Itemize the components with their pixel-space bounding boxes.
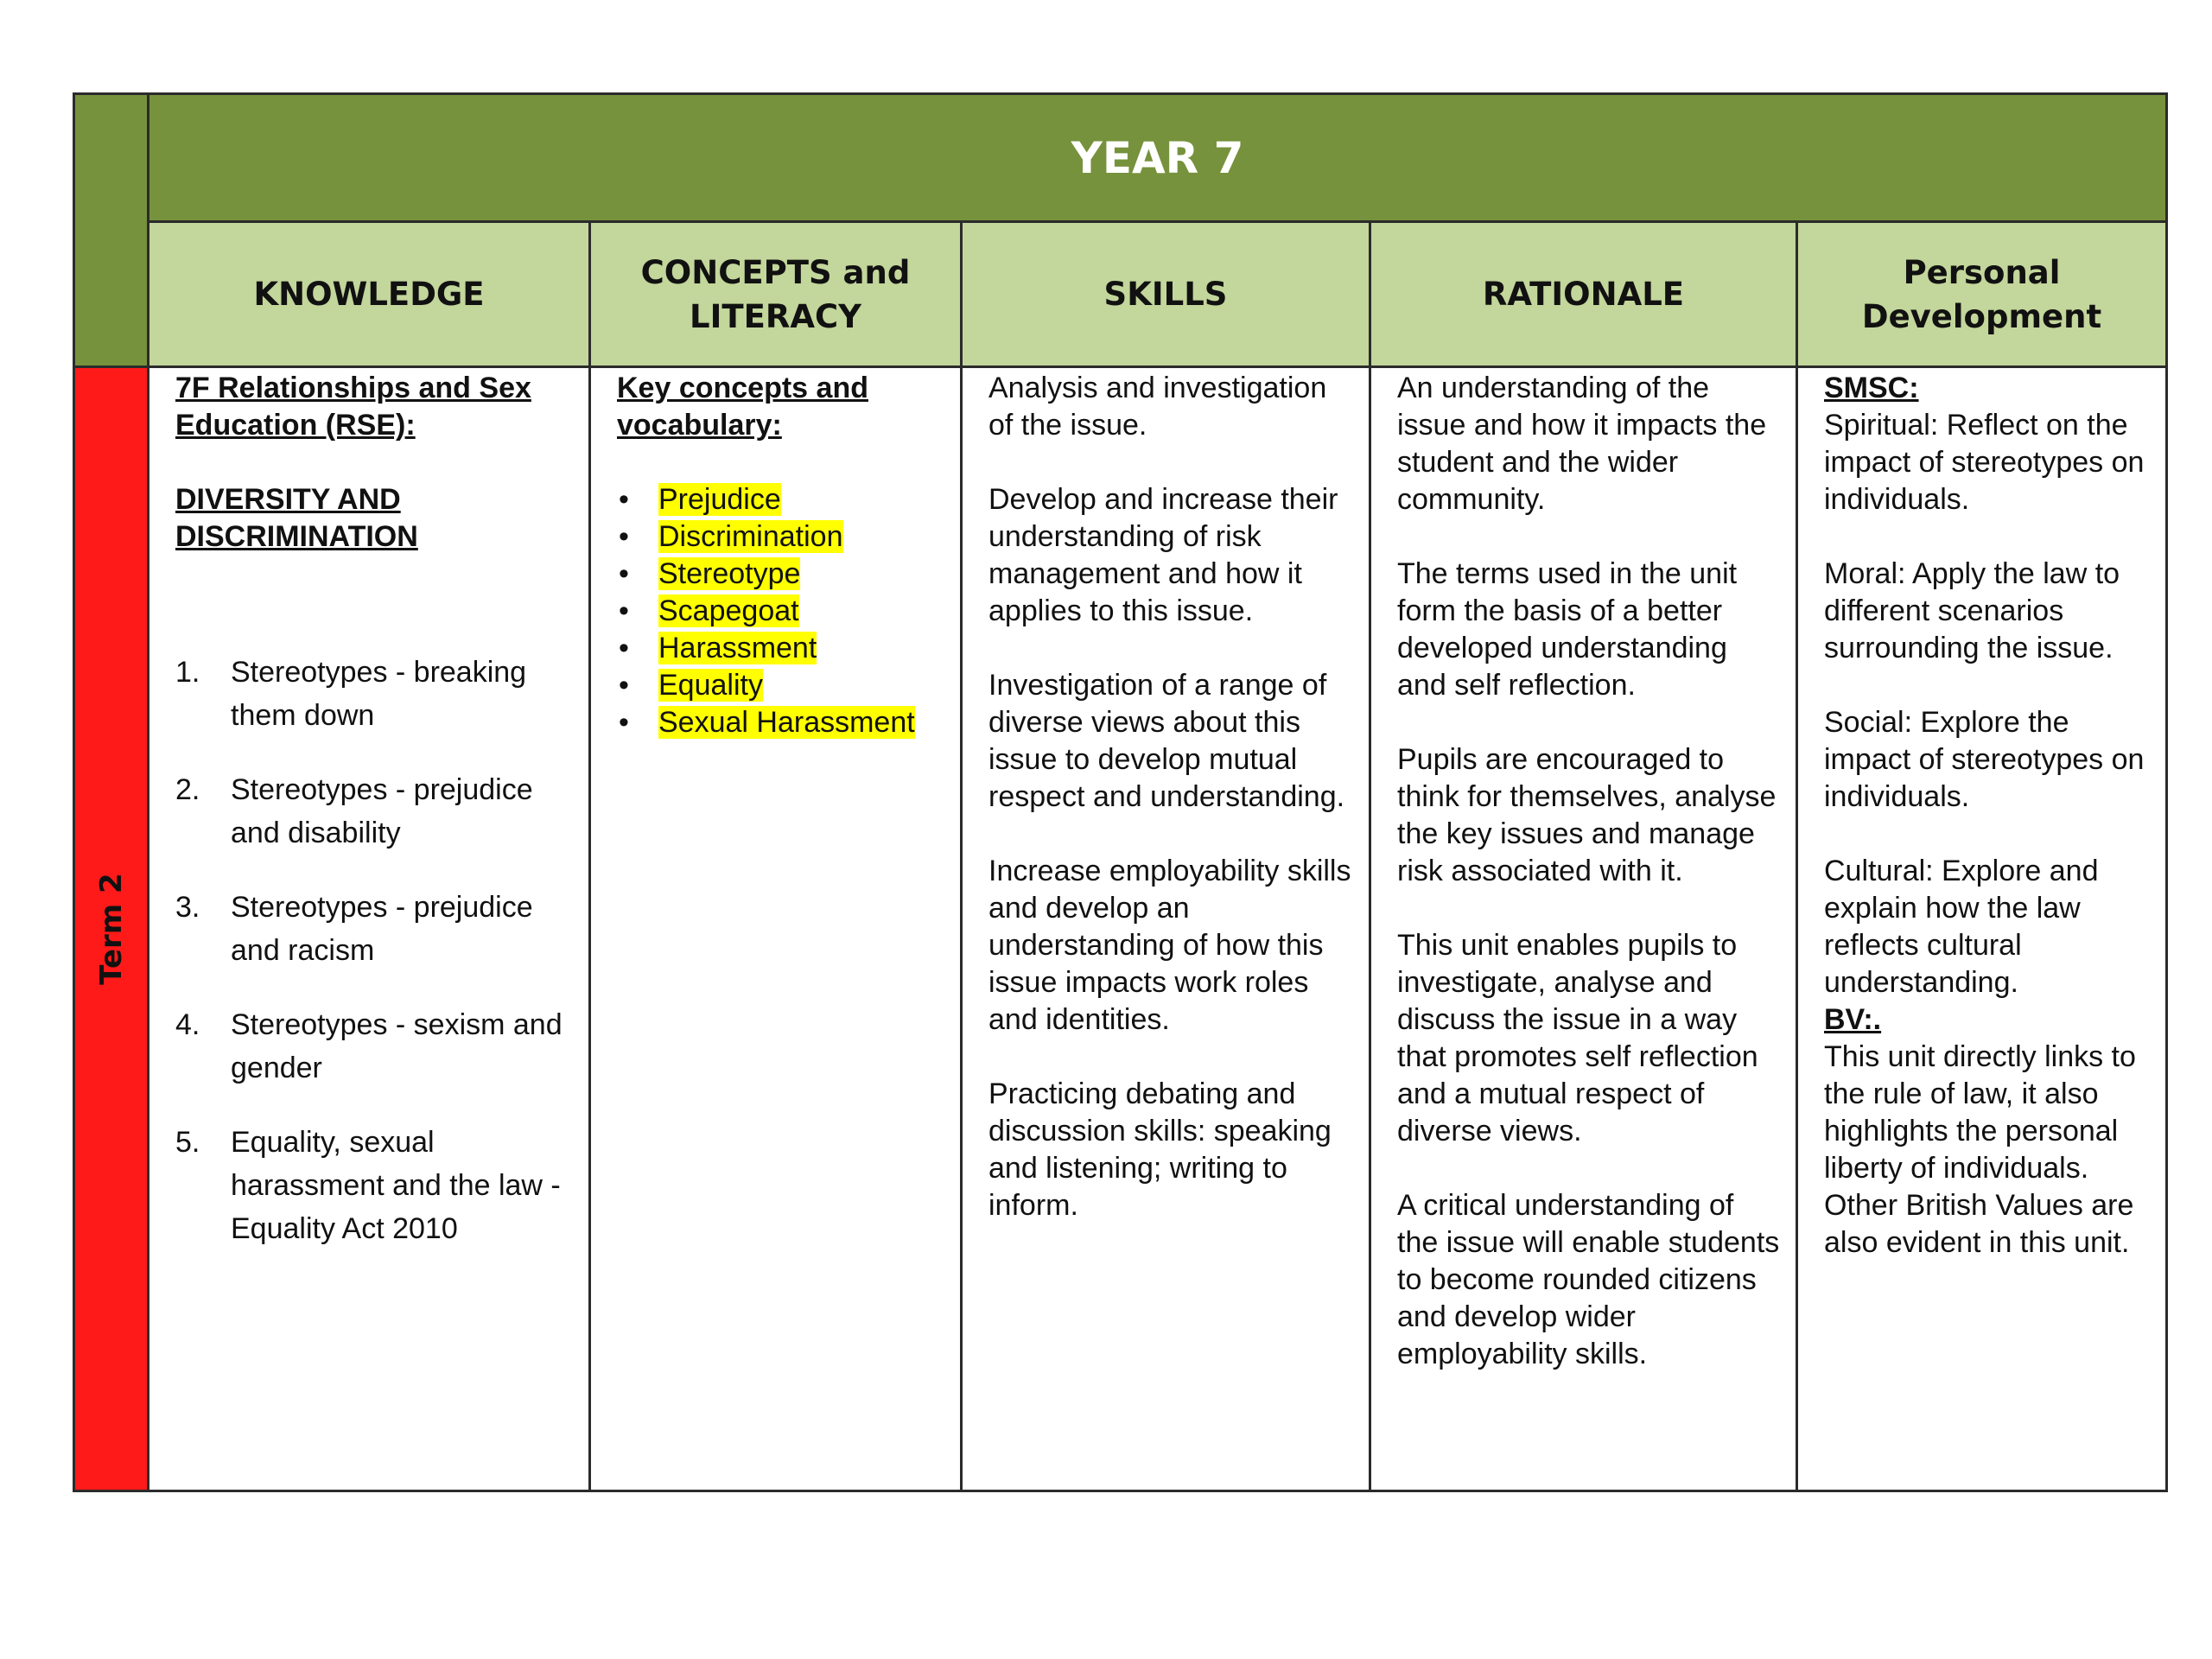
vocabulary-item bbox=[617, 556, 944, 593]
rationale-paragraph: The terms used in the unit form the basis of a better developed understanding and self reflection. bbox=[1397, 557, 1738, 702]
header-rationale: RATIONALE bbox=[1370, 222, 1797, 367]
skills-cell bbox=[962, 367, 1370, 1491]
rationale-cell bbox=[1370, 367, 1797, 1491]
bv-text: This unit directly links to the rule of law, it also highlights the personal liberty of individuals. Other British Values are also evident in this unit. bbox=[1824, 1040, 2136, 1259]
vocabulary-item bbox=[617, 481, 944, 518]
vocabulary-term: Prejudice bbox=[658, 483, 781, 516]
topic-item bbox=[175, 886, 573, 972]
personal-development-cell bbox=[1797, 367, 2167, 1491]
vocabulary-item bbox=[617, 667, 944, 704]
smsc-paragraph: Cultural: Explore and explain how the law reflects cultural understanding. bbox=[1824, 855, 2099, 999]
header-skills: SKILLS bbox=[962, 222, 1370, 367]
smsc-heading: SMSC: bbox=[1824, 372, 1919, 404]
rationale-paragraph: A critical understanding of the issue will enable students to become rounded citizens and develop wider employability skills. bbox=[1397, 1189, 1780, 1370]
corner-cell bbox=[74, 94, 149, 367]
header-concepts: CONCEPTS and LITERACY bbox=[590, 222, 962, 367]
smsc-paragraph: Spiritual: Reflect on the impact of stereotypes on individuals. bbox=[1824, 409, 2145, 516]
bullet-icon: • bbox=[619, 520, 629, 553]
bullet-icon: • bbox=[619, 557, 629, 590]
bullet-icon: • bbox=[619, 706, 629, 739]
skill-paragraph: Develop and increase their understanding of risk management and how it applies to this issue. bbox=[988, 483, 1338, 627]
topic-text: Stereotypes - sexism and gender bbox=[231, 1008, 563, 1084]
term-row bbox=[74, 367, 2167, 1491]
concepts-cell bbox=[590, 367, 962, 1491]
skill-paragraph: Analysis and investigation of the issue. bbox=[988, 372, 1327, 442]
smsc-paragraph: Social: Explore the impact of stereotypes on individuals. bbox=[1824, 706, 2145, 813]
topic-item bbox=[175, 1121, 573, 1250]
topic-item bbox=[175, 1003, 573, 1090]
bullet-icon: • bbox=[619, 632, 629, 664]
skill-paragraph: Investigation of a range of diverse views about this issue to develop mutual respect and understanding. bbox=[988, 669, 1345, 813]
topic-number: 4. bbox=[175, 1008, 200, 1041]
topic-number: 5. bbox=[175, 1126, 200, 1159]
knowledge-cell bbox=[149, 367, 590, 1491]
vocabulary-term: Equality bbox=[658, 669, 763, 702]
topic-item bbox=[175, 651, 573, 737]
year-title: YEAR 7 bbox=[149, 94, 2167, 222]
vocabulary-item bbox=[617, 704, 944, 741]
bullet-icon: • bbox=[619, 483, 629, 516]
vocabulary-term: Stereotype bbox=[658, 557, 801, 590]
vocabulary-item bbox=[617, 630, 944, 667]
header-knowledge: KNOWLEDGE bbox=[149, 222, 590, 367]
bullet-icon: • bbox=[619, 594, 629, 627]
concepts-heading: Key concepts and vocabulary: bbox=[617, 372, 868, 442]
vocabulary-item bbox=[617, 593, 944, 630]
bv-heading: BV:. bbox=[1824, 1003, 1882, 1036]
topic-text: Equality, sexual harassment and the law - Equality Act 2010 bbox=[231, 1126, 561, 1245]
unit-title: 7F Relationships and Sex Education (RSE): bbox=[175, 372, 531, 442]
header-row bbox=[74, 222, 2167, 367]
rationale-paragraph: An understanding of the issue and how it impacts the student and the wider community. bbox=[1397, 372, 1767, 516]
title-row bbox=[74, 94, 2167, 222]
skill-paragraph: Increase employability skills and develop an understanding of how this issue impacts work roles and identities. bbox=[988, 855, 1351, 1036]
topic-number: 2. bbox=[175, 773, 200, 806]
topic-text: Stereotypes - prejudice and disability bbox=[231, 773, 533, 849]
vocabulary-list bbox=[617, 481, 944, 741]
topic-text: Stereotypes - breaking them down bbox=[231, 656, 527, 732]
vocabulary-term: Harassment bbox=[658, 632, 817, 664]
vocabulary-item bbox=[617, 518, 944, 556]
term-cell bbox=[74, 367, 149, 1491]
topic-item bbox=[175, 768, 573, 855]
bullet-icon: • bbox=[619, 669, 629, 702]
vocabulary-term: Sexual Harassment bbox=[658, 706, 915, 739]
rationale-paragraph: This unit enables pupils to investigate, analyse and discuss the issue in a way that promotes self reflection and a mutual respect of diverse views. bbox=[1397, 929, 1758, 1147]
topics-list bbox=[175, 651, 573, 1250]
curriculum-table bbox=[73, 92, 2168, 1492]
vocabulary-term: Discrimination bbox=[658, 520, 843, 553]
vocabulary-term: Scapegoat bbox=[658, 594, 799, 627]
term-label: Term 2 bbox=[93, 873, 129, 985]
header-personal-development: Personal Development bbox=[1797, 222, 2167, 367]
topic-number: 3. bbox=[175, 891, 200, 924]
unit-theme: DIVERSITY AND DISCRIMINATION bbox=[175, 483, 418, 553]
topic-text: Stereotypes - prejudice and racism bbox=[231, 891, 533, 967]
smsc-list bbox=[1824, 407, 2150, 1001]
skill-paragraph: Practicing debating and discussion skills: speaking and listening; writing to inform. bbox=[988, 1077, 1332, 1222]
topic-number: 1. bbox=[175, 656, 200, 689]
rationale-paragraph: Pupils are encouraged to think for themselves, analyse the key issues and manage risk associated with it. bbox=[1397, 743, 1777, 887]
smsc-paragraph: Moral: Apply the law to different scenarios surrounding the issue. bbox=[1824, 557, 2120, 664]
